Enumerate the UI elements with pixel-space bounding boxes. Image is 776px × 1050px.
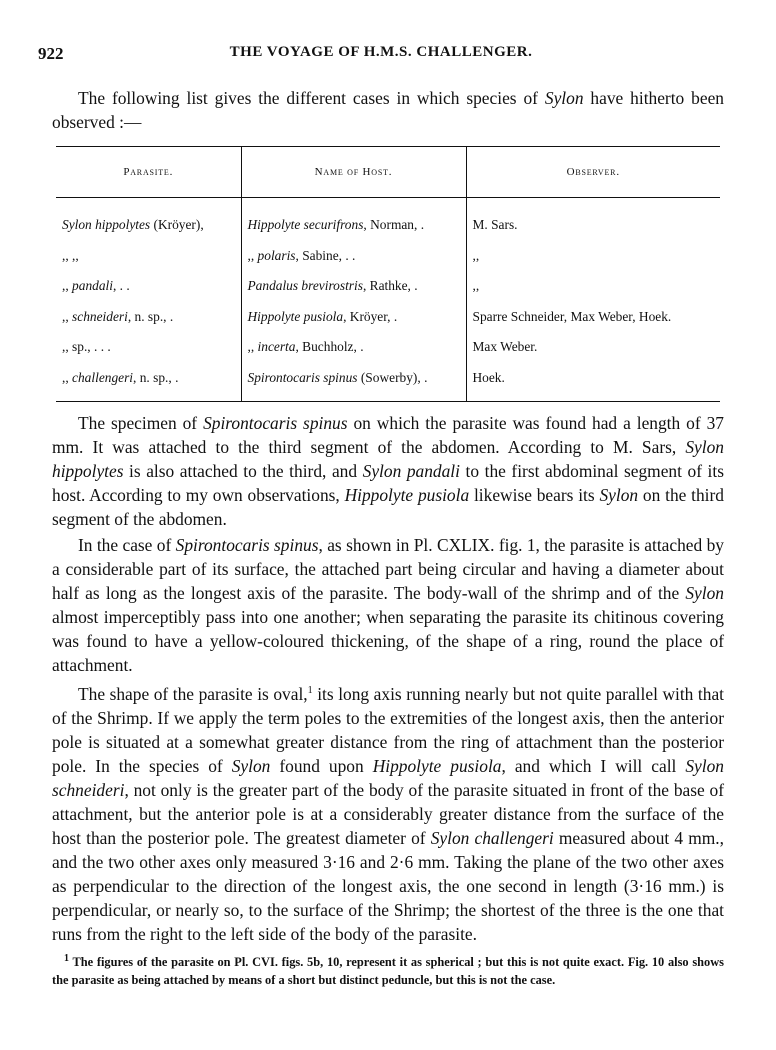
- page-header: [38, 44, 724, 66]
- table-row: [56, 241, 720, 272]
- paragraph-1: The specimen of Spirontocaris spinus on which the parasite was found had a length of 37 mm. It was attached to the third segment of the abdomen. According to M. Sars, Sylon hippolytes is also attached to the third, and Sylon pandali to the first abdominal segment of its host. According to my own observations, Hippolyte pusiola likewise bears its Sylon on the third segment of the abdomen.: [52, 413, 725, 529]
- intro-text: The following list gives the different cases in which species of: [78, 88, 545, 108]
- parasite-cell: Sylon hippolytes (Kröyer),: [62, 217, 204, 233]
- table-body: [56, 198, 720, 402]
- table-row: [56, 363, 720, 402]
- footnote-text: The figures of the parasite on Pl. CVI. figs. 5b, 10, represent it as spherical ; but this is not quite exact. Fig. 10 also shows the parasite as being attached by means of a short but distinct peduncle, but this is not the case.: [52, 955, 724, 988]
- header-observer: Observer.: [466, 147, 720, 198]
- paragraph-3: The shape of the parasite is oval,$^1$ its long axis running nearly but not quite parallel with that of the Shrimp. If we apply the term poles to the extremities of the longest axis, then the anterior pole is situated at a somewhat greater distance from the ring of attachment than the posterior pole. In the species of Sylon found upon Hippolyte pusiola, and which I will call Sylon schneideri, not only is the greater part of the body of the parasite situated in front of the base of attachment, but the anterior pole is at a considerably greater distance from the surface of the host than the posterior pole. The greatest diameter of Sylon challengeri measured about 4 mm., and the two other axes only measured 3·16 and 2·6 mm. Taking the plane of the two other axes as perpendicular to the direction of the longest axis, the one second in length (3·16 mm.) is perpendicular, or nearly so, to the surface of the Shrimp; the shortest of the three is the one that runs from the right to the left side of the body of the parasite.: [52, 683, 724, 944]
- header-parasite: Parasite.: [56, 147, 241, 198]
- host-cell: ,, polaris, Sabine, . .: [241, 241, 466, 272]
- observer-cell: Sparre Schneider, Max Weber, Hoek.: [472, 308, 672, 324]
- table-row: [56, 198, 720, 241]
- page-number: 922: [38, 44, 64, 63]
- header-host: Name of Host.: [241, 147, 466, 198]
- table-row: [56, 271, 720, 302]
- footnote: [52, 950, 724, 989]
- observer-cell: M. Sars.: [472, 217, 518, 233]
- parasite-cell: ,, sp., . . .: [62, 339, 111, 355]
- species-table: [56, 146, 720, 402]
- host-cell: Pandalus brevirostris, Rathke, .: [241, 271, 466, 302]
- table-header-row: [56, 147, 720, 198]
- observer-cell: ,,: [472, 247, 480, 263]
- paragraph-2: In the case of Spirontocaris spinus, as shown in Pl. CXLIX. fig. 1, the parasite is attached by a considerable part of its surface, the attached part being circular and having a diameter about half as long as the longest axis of the parasite. The body-wall of the shrimp and of the Sylon almost imperceptibly pass into one another; when separating the parasite its chitinous covering was found to have a yellow-coloured thickening, of the shape of a ring, round the place of attachment.: [52, 535, 724, 675]
- host-cell: Hippolyte securifrons, Norman, .: [241, 198, 466, 241]
- table-row: [56, 332, 720, 363]
- parasite-cell: ,, pandali, . .: [62, 278, 130, 294]
- observer-cell: Hoek.: [466, 363, 720, 402]
- parasite-cell: ,, ,,: [62, 247, 79, 263]
- parasite-cell: ,, challengeri, n. sp., .: [56, 363, 241, 402]
- intro-genus: Sylon: [544, 88, 584, 108]
- observer-cell: Max Weber.: [472, 339, 538, 355]
- host-cell: ,, incerta, Buchholz, .: [241, 332, 466, 363]
- footnote-marker: 1: [64, 953, 69, 964]
- parasite-cell: ,, schneideri, n. sp., .: [62, 308, 174, 324]
- main-text: [52, 411, 724, 948]
- host-cell: Spirontocaris spinus (Sowerby), .: [241, 363, 466, 402]
- running-head: THE VOYAGE OF H.M.S. CHALLENGER.: [229, 44, 533, 60]
- table-row: [56, 302, 720, 333]
- intro-paragraph: [52, 86, 724, 134]
- observer-cell: ,,: [472, 278, 480, 294]
- host-cell: Hippolyte pusiola, Kröyer, .: [241, 302, 466, 333]
- intro-text-end: have hitherto been observed :—: [52, 88, 724, 132]
